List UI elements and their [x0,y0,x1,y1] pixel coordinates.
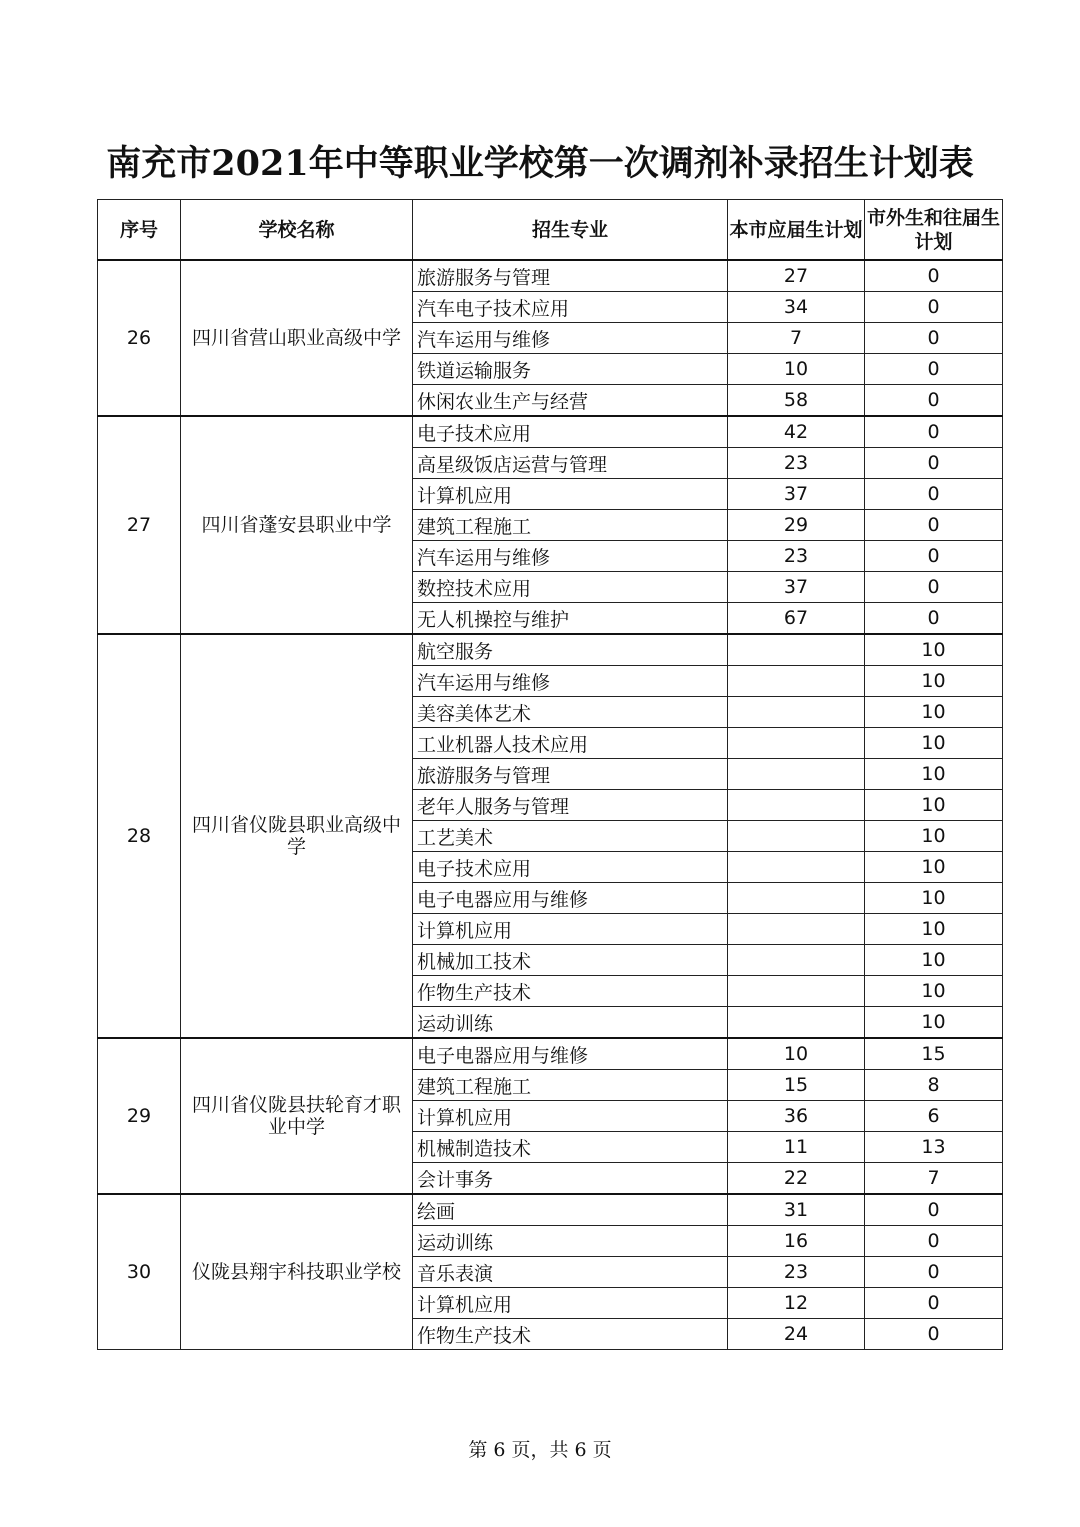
local-plan-cell: 23 [728,448,865,479]
major-cell: 作物生产技术 [413,976,728,1007]
external-plan-cell: 10 [865,852,1003,883]
external-plan-cell: 10 [865,759,1003,790]
external-plan-cell: 10 [865,883,1003,914]
local-plan-cell: 37 [728,572,865,603]
local-plan-cell: 23 [728,541,865,572]
local-plan-cell [728,914,865,945]
external-plan-cell: 0 [865,1226,1003,1257]
table-row [98,416,1003,448]
external-plan-cell: 13 [865,1132,1003,1163]
major-cell: 计算机应用 [413,479,728,510]
header-local-plan: 本市应届生计划 [728,200,865,261]
school-name-cell: 四川省营山职业高级中学 [181,260,413,416]
header-index: 序号 [98,200,181,261]
external-plan-cell: 0 [865,292,1003,323]
major-cell: 机械制造技术 [413,1132,728,1163]
external-plan-cell: 10 [865,790,1003,821]
local-plan-cell: 10 [728,1038,865,1070]
major-cell: 旅游服务与管理 [413,260,728,292]
local-plan-cell [728,790,865,821]
local-plan-cell: 24 [728,1319,865,1350]
external-plan-cell: 10 [865,914,1003,945]
local-plan-cell: 15 [728,1070,865,1101]
major-cell: 旅游服务与管理 [413,759,728,790]
external-plan-cell: 10 [865,728,1003,759]
external-plan-cell: 0 [865,1194,1003,1226]
local-plan-cell: 27 [728,260,865,292]
major-cell: 计算机应用 [413,1101,728,1132]
header-major: 招生专业 [413,200,728,261]
major-cell: 美容美体艺术 [413,697,728,728]
local-plan-cell [728,634,865,666]
table-row [98,634,1003,666]
major-cell: 音乐表演 [413,1257,728,1288]
major-cell: 高星级饭店运营与管理 [413,448,728,479]
major-cell: 建筑工程施工 [413,1070,728,1101]
local-plan-cell: 42 [728,416,865,448]
major-cell: 计算机应用 [413,914,728,945]
local-plan-cell [728,759,865,790]
major-cell: 数控技术应用 [413,572,728,603]
external-plan-cell: 0 [865,260,1003,292]
major-cell: 机械加工技术 [413,945,728,976]
external-plan-cell: 7 [865,1163,1003,1195]
major-cell: 绘画 [413,1194,728,1226]
local-plan-cell [728,821,865,852]
external-plan-cell: 0 [865,1319,1003,1350]
external-plan-cell: 0 [865,510,1003,541]
local-plan-cell: 37 [728,479,865,510]
local-plan-cell: 36 [728,1101,865,1132]
local-plan-cell: 12 [728,1288,865,1319]
school-index-cell: 30 [98,1194,181,1350]
local-plan-cell: 23 [728,1257,865,1288]
header-school: 学校名称 [181,200,413,261]
external-plan-cell: 10 [865,666,1003,697]
local-plan-cell [728,945,865,976]
major-cell: 计算机应用 [413,1288,728,1319]
local-plan-cell: 7 [728,323,865,354]
local-plan-cell: 10 [728,354,865,385]
external-plan-cell: 0 [865,1257,1003,1288]
local-plan-cell: 11 [728,1132,865,1163]
major-cell: 航空服务 [413,634,728,666]
external-plan-cell: 0 [865,323,1003,354]
external-plan-cell: 10 [865,821,1003,852]
local-plan-cell: 29 [728,510,865,541]
school-index-cell: 29 [98,1038,181,1194]
major-cell: 铁道运输服务 [413,354,728,385]
external-plan-cell: 0 [865,448,1003,479]
school-name-cell: 四川省蓬安县职业中学 [181,416,413,634]
major-cell: 电子技术应用 [413,852,728,883]
external-plan-cell: 0 [865,603,1003,635]
local-plan-cell: 58 [728,385,865,417]
external-plan-cell: 10 [865,976,1003,1007]
external-plan-cell: 0 [865,385,1003,417]
external-plan-cell: 10 [865,1007,1003,1039]
page-title: 南充市2021年中等职业学校第一次调剂补录招生计划表 [106,143,974,184]
major-cell: 老年人服务与管理 [413,790,728,821]
major-cell: 汽车运用与维修 [413,666,728,697]
local-plan-cell [728,1007,865,1039]
major-cell: 工业机器人技术应用 [413,728,728,759]
external-plan-cell: 10 [865,634,1003,666]
major-cell: 电子电器应用与维修 [413,883,728,914]
major-cell: 运动训练 [413,1226,728,1257]
school-name-cell: 四川省仪陇县扶轮育才职业中学 [181,1038,413,1194]
external-plan-cell: 0 [865,479,1003,510]
major-cell: 会计事务 [413,1163,728,1195]
school-index-cell: 27 [98,416,181,634]
major-cell: 汽车运用与维修 [413,541,728,572]
external-plan-cell: 6 [865,1101,1003,1132]
external-plan-cell: 0 [865,354,1003,385]
local-plan-cell: 22 [728,1163,865,1195]
school-index-cell: 28 [98,634,181,1038]
school-name-cell: 仪陇县翔宇科技职业学校 [181,1194,413,1350]
local-plan-cell: 34 [728,292,865,323]
local-plan-cell [728,976,865,1007]
local-plan-cell [728,883,865,914]
major-cell: 电子电器应用与维修 [413,1038,728,1070]
local-plan-cell [728,852,865,883]
external-plan-cell: 0 [865,541,1003,572]
major-cell: 无人机操控与维护 [413,603,728,635]
local-plan-cell: 31 [728,1194,865,1226]
local-plan-cell: 67 [728,603,865,635]
local-plan-cell [728,666,865,697]
local-plan-cell [728,697,865,728]
major-cell: 休闲农业生产与经营 [413,385,728,417]
external-plan-cell: 0 [865,1288,1003,1319]
school-index-cell: 26 [98,260,181,416]
table-header-row [98,200,1003,261]
table-body [98,260,1003,1350]
table-row [98,1194,1003,1226]
table-row [98,260,1003,292]
major-cell: 电子技术应用 [413,416,728,448]
external-plan-cell: 15 [865,1038,1003,1070]
external-plan-cell: 8 [865,1070,1003,1101]
external-plan-cell: 0 [865,572,1003,603]
external-plan-cell: 10 [865,945,1003,976]
enrollment-plan-table [97,199,1003,1350]
external-plan-cell: 10 [865,697,1003,728]
header-external-plan: 市外生和往届生计划 [865,200,1003,261]
major-cell: 汽车电子技术应用 [413,292,728,323]
local-plan-cell [728,728,865,759]
page-number: 第 6 页，共 6 页 [468,1439,612,1461]
major-cell: 建筑工程施工 [413,510,728,541]
table-row [98,1038,1003,1070]
major-cell: 运动训练 [413,1007,728,1039]
major-cell: 汽车运用与维修 [413,323,728,354]
local-plan-cell: 16 [728,1226,865,1257]
major-cell: 作物生产技术 [413,1319,728,1350]
school-name-cell: 四川省仪陇县职业高级中学 [181,634,413,1038]
major-cell: 工艺美术 [413,821,728,852]
external-plan-cell: 0 [865,416,1003,448]
